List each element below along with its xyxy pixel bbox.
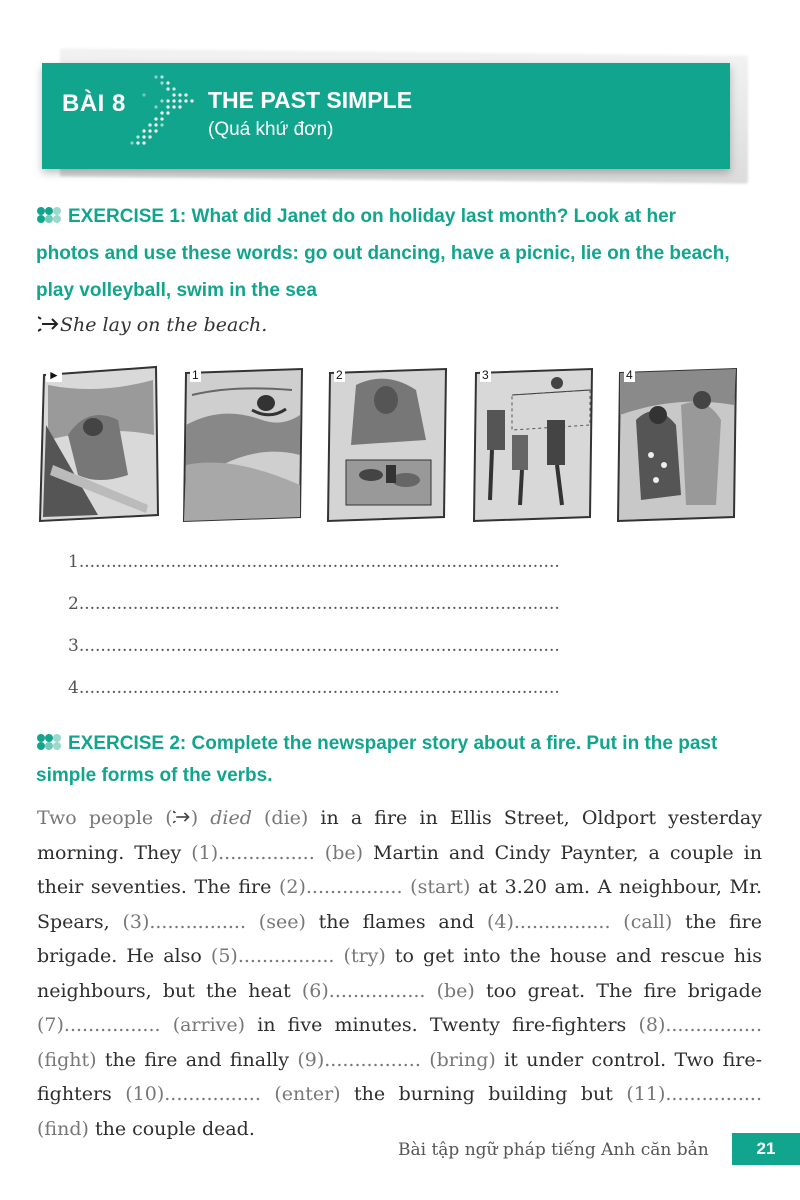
page-number: 21 (732, 1133, 800, 1165)
story-blank-9[interactable]: (9)................ (bring) (297, 1048, 496, 1071)
swimming-photo (182, 365, 304, 523)
exercise1-heading-line2: photos and use these words: go out dancing, have a picnic, lie on the beach, (36, 243, 730, 264)
story-example-answer: died (210, 807, 252, 829)
story-seg-0a: Two people ( (37, 807, 173, 829)
photo-label-3: 3 (482, 368, 489, 382)
story-blank-1[interactable]: (1)................ (be) (191, 841, 364, 864)
lesson-banner (42, 63, 730, 169)
bullet-flower-icon (36, 733, 64, 751)
story-seg-1: in a fire in Ellis Street, Oldport yesterday morning. They (37, 807, 762, 864)
circle-arrow-icon (38, 315, 60, 333)
exercise1-heading-line3: play volleyball, swim in the sea (36, 280, 317, 301)
story-seg-13: too great. The fire brigade (474, 979, 762, 1002)
bullet-flower-icon (36, 206, 64, 224)
photo-label-1: 1 (192, 368, 199, 382)
answer-line-4[interactable]: 4......................................................................................... (68, 678, 560, 698)
story-blank-11[interactable]: (11)................(find) (37, 1083, 762, 1140)
story-blank-7[interactable]: (7)................ (arrive) (37, 1014, 246, 1036)
story-seg-9: the fire brigade. He also (37, 910, 762, 967)
story-seg-21: the burning building but (340, 1083, 627, 1105)
story-seg-17: the fire and finally (96, 1048, 298, 1071)
exercise1-heading (36, 198, 764, 309)
exercise1-heading-line1: EXERCISE 1: What did Janet do on holiday last month? Look at her (68, 206, 677, 227)
example-sentence: She lay on the beach. (60, 314, 268, 336)
story-seg-23: the couple dead. (88, 1117, 255, 1140)
picnic-photo (326, 365, 448, 523)
photo-label-2: 2 (336, 368, 343, 382)
volleyball-photo (472, 365, 594, 523)
photo-label-example: ► (48, 368, 60, 382)
story-seg-3: Martin and Cindy Paynter, a couple in their seventies. The fire (37, 841, 762, 898)
footer-book-title: Bài tập ngữ pháp tiếng Anh căn bản (398, 1140, 709, 1160)
story-blank-5[interactable]: (5)................ (try) (210, 945, 386, 967)
story-blank-10[interactable]: (10)................ (enter) (125, 1083, 341, 1105)
story-seg-5: at 3.20 am. A neighbour, Mr. Spears, (37, 876, 762, 933)
exercise1-example (38, 314, 267, 336)
story-seg-15: in five minutes. Twenty fire-fighters (245, 1014, 639, 1036)
story-seg-0d: (die) (251, 807, 309, 829)
story-blank-3[interactable]: (3)................ (see) (122, 910, 306, 933)
story-seg-19: it under control. Two fire-fighters (37, 1048, 762, 1105)
story-seg-0b: ) (190, 807, 211, 829)
photo-label-4: 4 (626, 368, 633, 382)
lesson-subtitle: (Quá khứ đơn) (208, 119, 334, 140)
story-seg-7: the flames and (305, 910, 487, 933)
beach-lying-photo (38, 365, 160, 523)
dotted-arrow-icon (122, 71, 202, 161)
story-blank-6[interactable]: (6)................ (be) (301, 979, 475, 1002)
lesson-title: THE PAST SIMPLE (208, 87, 413, 113)
story-blank-2[interactable]: (2)................ (start) (278, 876, 471, 898)
story-blank-4[interactable]: (4)................ (call) (486, 910, 673, 933)
fire-story-paragraph (37, 801, 762, 1146)
dancing-photo (616, 365, 738, 523)
circle-arrow-icon (173, 809, 191, 825)
exercise2-heading (36, 728, 764, 792)
story-seg-11: to get into the house and rescue his neighbours, but the heat (37, 945, 762, 1002)
answer-line-2[interactable]: 2......................................................................................... (68, 594, 560, 614)
exercise2-heading-line2: simple forms of the verbs. (36, 765, 273, 786)
story-blank-8[interactable]: (8)................ (fight) (37, 1014, 762, 1071)
answer-line-1[interactable]: 1......................................................................................... (68, 552, 560, 572)
lesson-number: BÀI 8 (62, 90, 126, 117)
answer-line-3[interactable]: 3......................................................................................... (68, 636, 560, 656)
exercise2-heading-line1: EXERCISE 2: Complete the newspaper story about a fire. Put in the past (68, 733, 718, 754)
